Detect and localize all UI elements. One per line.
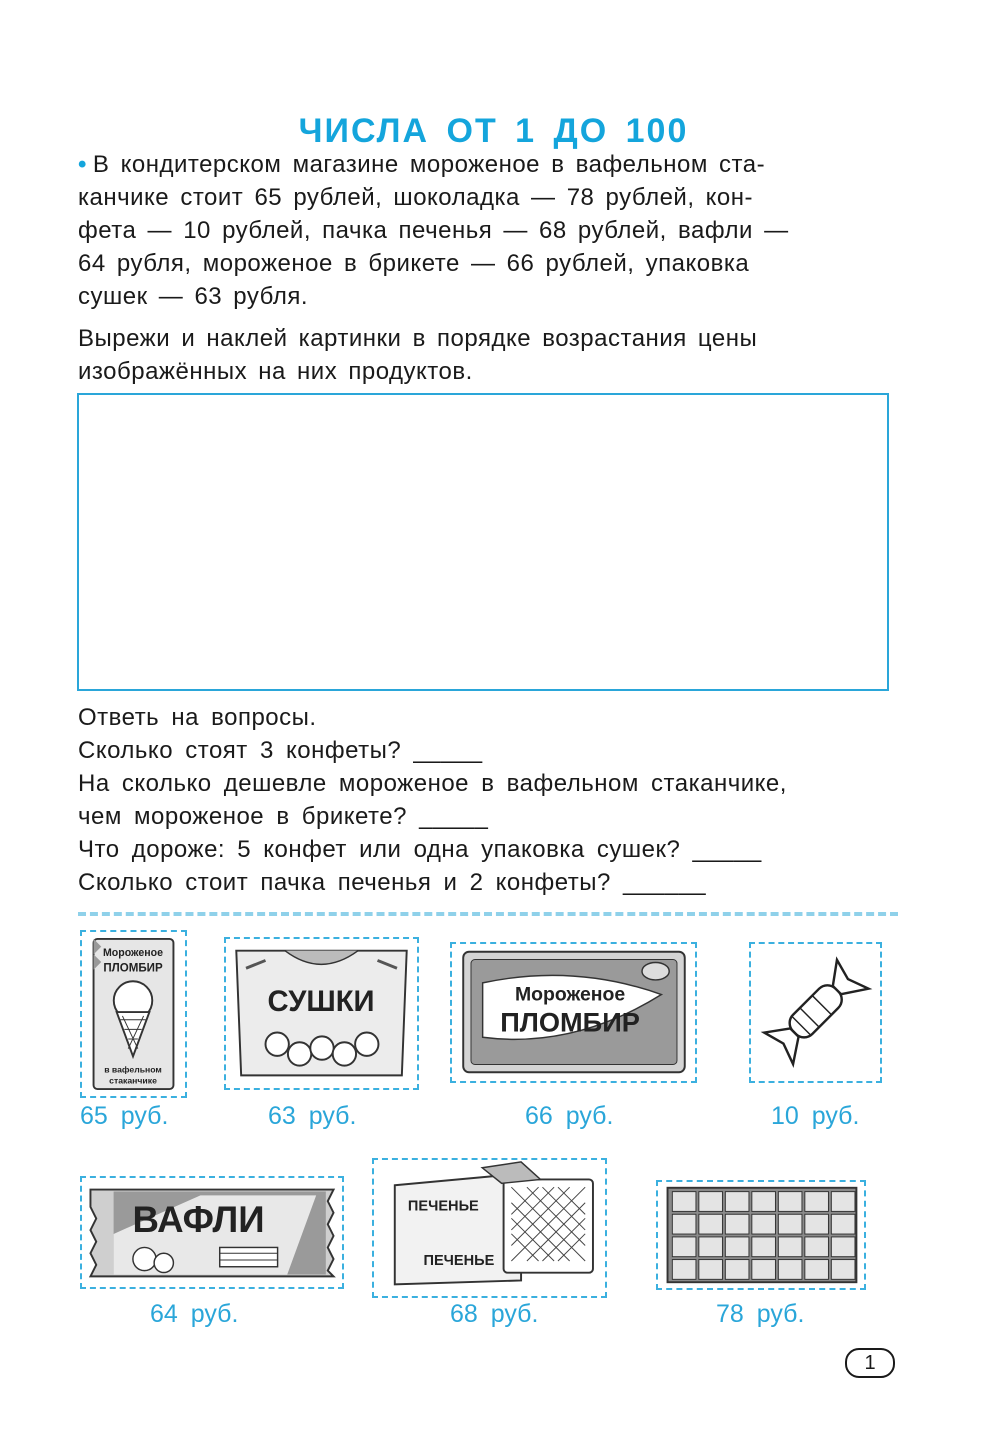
chocolate-square	[725, 1260, 749, 1280]
chocolate-square	[699, 1237, 723, 1257]
chocolate-square	[752, 1214, 776, 1234]
price-sushki: 63 руб.	[268, 1102, 357, 1130]
intro-line: • В кондитерском магазине мороженое в вафельном ста-	[78, 151, 766, 178]
chocolate-square	[725, 1214, 749, 1234]
candy-icon	[751, 944, 880, 1081]
card-cookies[interactable]	[372, 1158, 607, 1298]
price-chocolate: 78 руб.	[716, 1300, 805, 1328]
brick-brand-text: Мороженое	[514, 983, 626, 1006]
chocolate-square	[725, 1192, 749, 1212]
intro-line: канчике стоит 65 рублей, шоколадка — 78 рублей, кон-	[78, 184, 754, 211]
icecream-brick-icon	[452, 944, 695, 1081]
chocolate-square	[805, 1192, 829, 1212]
task-line: изображённых на них продуктов.	[78, 358, 473, 385]
paste-area[interactable]	[77, 393, 889, 691]
chocolate-square	[831, 1260, 855, 1280]
card-sushki[interactable]	[224, 937, 419, 1090]
price-icecream-brick: 66 руб.	[525, 1102, 614, 1130]
chocolate-square	[752, 1192, 776, 1212]
question-4: Сколько стоит пачка печенья и 2 конфеты? ______	[78, 869, 707, 896]
card-wafers[interactable]	[80, 1176, 344, 1289]
chocolate-square	[672, 1214, 696, 1234]
task-line: Вырежи и наклей картинки в порядке возрастания цены	[78, 325, 758, 352]
chocolate-square	[778, 1237, 802, 1257]
chocolate-square	[699, 1192, 723, 1212]
task-paragraph	[78, 322, 898, 388]
chocolate-bar-icon	[658, 1182, 864, 1288]
cup-note1-text: в вафельном	[104, 1064, 162, 1075]
cookies-name1-text: ПЕЧЕНЬЕ	[407, 1198, 479, 1215]
intro-line: 64 рубля, мороженое в брикете — 66 рублей, упаковка	[78, 250, 750, 277]
chocolate-square	[805, 1260, 829, 1280]
cut-line	[78, 912, 898, 916]
brick-name-text: ПЛОМБИР	[500, 1006, 640, 1038]
chocolate-square	[778, 1260, 802, 1280]
price-cookies: 68 руб.	[450, 1300, 539, 1328]
chocolate-square	[699, 1214, 723, 1234]
wafers-pack-icon	[82, 1178, 342, 1287]
card-chocolate[interactable]	[656, 1180, 866, 1290]
cookies-name2-text: ПЕЧЕНЬЕ	[423, 1252, 495, 1269]
questions-heading: Ответь на вопросы.	[78, 704, 317, 731]
intro-line: сушек — 63 рубля.	[78, 283, 308, 310]
chocolate-square	[831, 1214, 855, 1234]
chocolate-square	[752, 1260, 776, 1280]
price-candy: 10 руб.	[771, 1102, 860, 1130]
chocolate-square	[778, 1214, 802, 1234]
card-candy[interactable]	[749, 942, 882, 1083]
chocolate-square	[672, 1237, 696, 1257]
icecream-cup-icon	[82, 932, 185, 1096]
chocolate-square	[778, 1192, 802, 1212]
chocolate-square	[805, 1214, 829, 1234]
sushki-bag-icon	[226, 939, 417, 1088]
chocolate-square	[725, 1237, 749, 1257]
card-icecream-brick[interactable]	[450, 942, 697, 1083]
chocolate-square	[831, 1237, 855, 1257]
question-2-line-2: чем мороженое в брикете? _____	[78, 803, 489, 830]
chocolate-square	[672, 1260, 696, 1280]
chocolate-square	[752, 1237, 776, 1257]
intro-paragraph	[78, 148, 898, 313]
chocolate-square	[672, 1192, 696, 1212]
chocolate-square	[805, 1237, 829, 1257]
cup-brand-text: Мороженое	[102, 947, 164, 960]
question-1: Сколько стоят 3 конфеты? _____	[78, 737, 483, 764]
price-wafers: 64 руб.	[150, 1300, 239, 1328]
wafers-name-text: ВАФЛИ	[132, 1199, 265, 1241]
sushki-name-text: СУШКИ	[267, 986, 375, 1019]
cookies-pack-icon	[374, 1160, 605, 1296]
card-icecream-cup[interactable]	[80, 930, 187, 1098]
page-title: ЧИСЛА ОТ 1 ДО 100	[298, 112, 689, 150]
question-3: Что дороже: 5 конфет или одна упаковка сушек? _____	[78, 836, 762, 863]
chocolate-square	[699, 1260, 723, 1280]
bullet-icon: •	[78, 151, 87, 178]
intro-line: фета — 10 рублей, пачка печенья — 68 рублей, вафли —	[78, 217, 789, 244]
cup-note2-text: стаканчике	[109, 1075, 157, 1086]
question-2-line-1: На сколько дешевле мороженое в вафельном стаканчике,	[78, 770, 787, 797]
chocolate-square	[831, 1192, 855, 1212]
price-icecream-cup: 65 руб.	[80, 1102, 169, 1130]
cup-name-text: ПЛОМБИР	[103, 962, 163, 975]
page-number: 1	[845, 1348, 895, 1378]
